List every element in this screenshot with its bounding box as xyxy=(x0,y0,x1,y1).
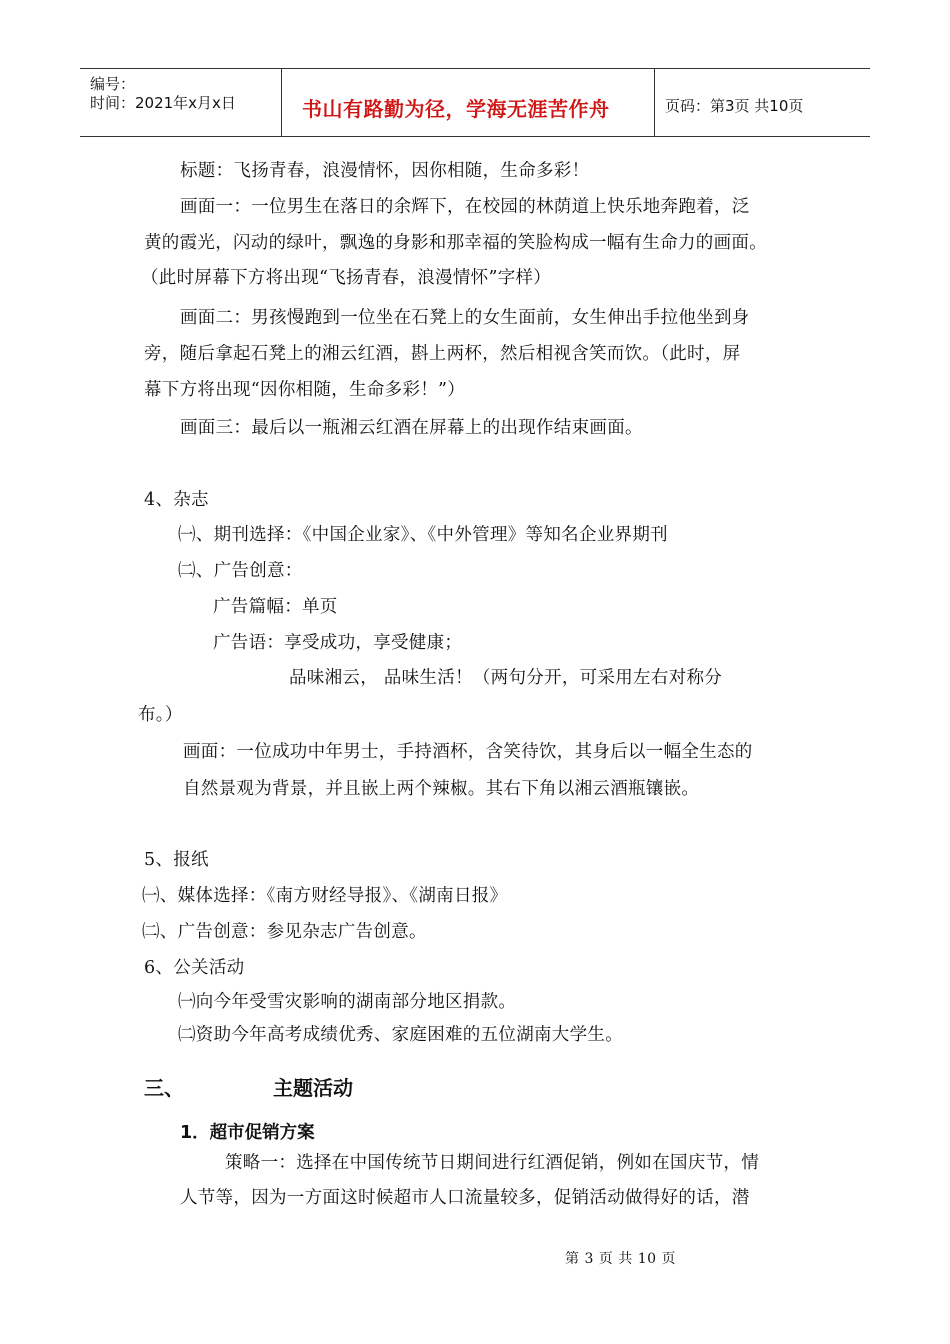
subsection-title: 1．超市促销方案 xyxy=(180,1123,315,1143)
paragraph-line: 黄的霞光，闪动的绿叶，飘逸的身影和那幸福的笑脸构成一幅有生命力的画面。 xyxy=(144,233,767,253)
header-top-border xyxy=(80,68,870,69)
paragraph-line: 幕下方将出现“因你相随，生命多彩！”） xyxy=(144,380,466,400)
list-item: ㈡资助今年高考成绩优秀、家庭困难的五位湖南大学生。 xyxy=(178,1025,623,1045)
paragraph-line: （此时屏幕下方将出现“飞扬青春，浪漫情怀”字样） xyxy=(141,268,552,288)
list-item: ㈡、广告创意：参见杂志广告创意。 xyxy=(142,922,427,942)
list-item: 广告语：享受成功，享受健康； xyxy=(213,633,463,653)
item-heading: 6、公关活动 xyxy=(144,958,245,978)
list-item: 布。） xyxy=(138,705,183,725)
footer-page-number: 第 3 页 共 10 页 xyxy=(565,1251,676,1267)
section-number: 三、 xyxy=(144,1076,184,1100)
item-heading: 5、报纸 xyxy=(144,850,209,870)
list-item: ㈠、媒体选择：《南方财经导报》、《湖南日报》 xyxy=(142,886,508,906)
item-heading: 4、杂志 xyxy=(144,490,209,510)
title-line: 标题：飞扬青春，浪漫情怀，因你相随，生命多彩！ xyxy=(180,161,590,181)
header-serial-label: 编号： xyxy=(90,75,136,93)
list-item: ㈡、广告创意： xyxy=(178,561,303,581)
paragraph-line: 旁，随后拿起石凳上的湘云红酒，斟上两杯，然后相视含笑而饮。（此时，屏 xyxy=(144,344,741,364)
paragraph-line: 策略一：选择在中国传统节日期间进行红酒促销，例如在国庆节，情 xyxy=(225,1153,759,1173)
list-item: ㈠、期刊选择：《中国企业家》、《中外管理》等知名企业界期刊 xyxy=(178,525,668,545)
header-motto: 书山有路勤为径，学海无涯苦作舟 xyxy=(302,97,610,121)
list-item: 广告篇幅：单页 xyxy=(213,597,338,617)
paragraph-line: 人节等，因为一方面这时候超市人口流量较多，促销活动做得好的话，潜 xyxy=(180,1188,750,1208)
paragraph-line: 画面一：一位男生在落日的余辉下，在校园的林荫道上快乐地奔跑着，泛 xyxy=(180,197,750,217)
section-title: 主题活动 xyxy=(273,1076,353,1100)
paragraph-line: 自然景观为背景，并且嵌上两个辣椒。其右下角以湘云酒瓶镶嵌。 xyxy=(183,779,700,799)
paragraph-line: 画面：一位成功中年男士，手持酒杯，含笑待饮，其身后以一幅全生态的 xyxy=(183,742,753,762)
header-bottom-border xyxy=(80,136,870,137)
header-page-info: 页码：第3页 共10页 xyxy=(665,97,804,115)
paragraph-line: 画面二：男孩慢跑到一位坐在石凳上的女生面前，女生伸出手拉他坐到身 xyxy=(180,308,750,328)
header-time-label: 时间：2021年x月x日 xyxy=(90,94,236,112)
list-item: ㈠向今年受雪灾影响的湖南部分地区捐款。 xyxy=(178,992,517,1012)
header-divider-left xyxy=(281,68,282,136)
paragraph-line: 画面三：最后以一瓶湘云红酒在屏幕上的出现作结束画面。 xyxy=(180,418,643,438)
header-divider-right xyxy=(654,68,655,136)
list-item: 品味湘云， 品味生活！（两句分开，可采用左右对称分 xyxy=(289,668,723,688)
